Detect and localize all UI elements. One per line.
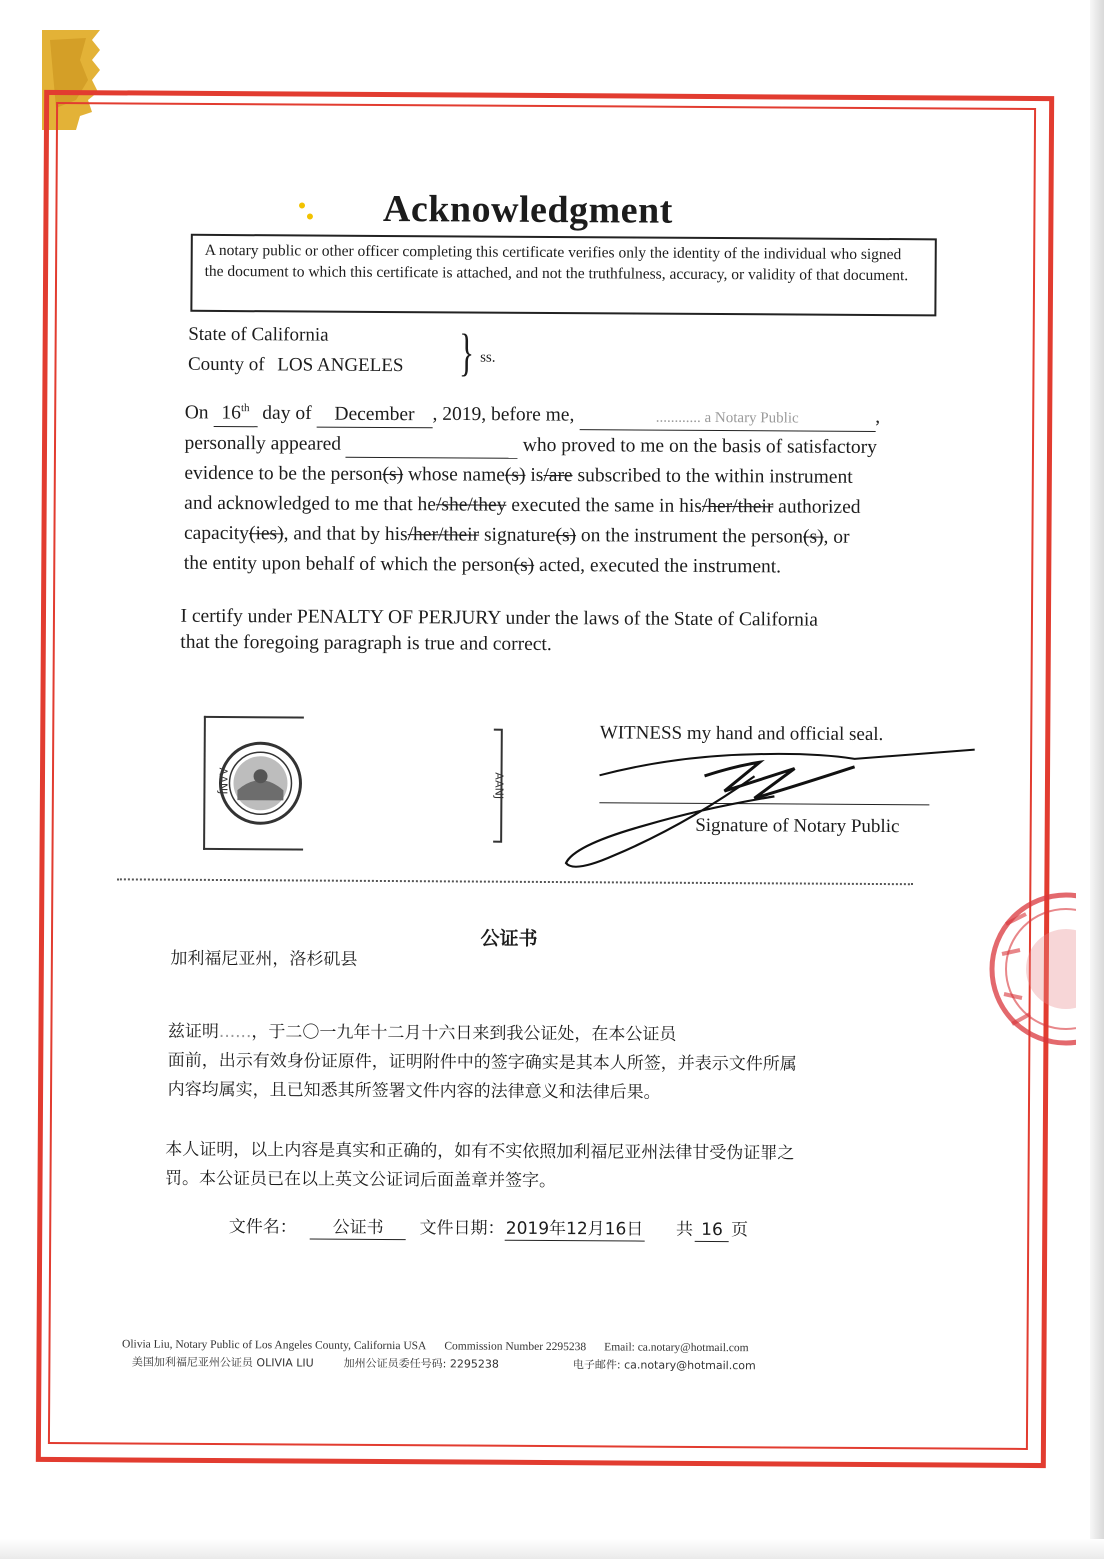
handwritten-signature (554, 735, 1000, 878)
footer-cn-commission: 加州公证员委任号码: 2295238 (343, 1356, 499, 1371)
file-date-value: 2019年12月16日 (505, 1218, 645, 1242)
month-field: December (316, 402, 432, 428)
certify-line-2: that the foregoing paragraph is true and correct. (180, 631, 552, 656)
section-divider (117, 878, 913, 885)
county-line (188, 350, 404, 381)
file-name-label: 文件名： (228, 1217, 297, 1238)
county-value: LOS ANGELES (277, 354, 404, 377)
footer-en-email: Email: ca.notary@hotmail.com (604, 1341, 749, 1355)
redacted-name: ...... (218, 1021, 252, 1043)
day-suffix: th (240, 402, 250, 415)
ack-line-1: On 16th day of December , 2019, before me, ............ a Notary Public , (185, 396, 945, 433)
footer-en-name: Olivia Liu, Notary Public of Los Angeles County, California USA (122, 1338, 427, 1353)
ss-label: ss. (480, 349, 496, 366)
on-label: On (184, 402, 209, 424)
pages-value: 16 (695, 1219, 729, 1242)
cn-p1-line-1: 兹证明......，于二〇一九年十二月十六日来到我公证处，在本公证员 (167, 1021, 677, 1045)
signer-name-field (346, 432, 518, 458)
venue-block (188, 320, 404, 381)
footer-cn-name: 美国加利福尼亚州公证员 OLIVIA LIU (131, 1355, 314, 1370)
red-stamp-icon (986, 884, 1076, 1054)
svg-text:AANJ: AANJ (216, 767, 230, 795)
signature-label: Signature of Notary Public (695, 814, 900, 838)
witness-text: WITNESS my hand and official seal. (599, 722, 884, 746)
notice-box: A notary public or other officer completing this certificate verifies only the identity of the individual who signed the document to which this certificate is attached, and not the truthfulness, accuracy, or validity of that document. (190, 234, 936, 317)
footer (122, 1335, 942, 1376)
acknowledgment-paragraph (184, 396, 945, 583)
brace-icon: } (458, 324, 475, 382)
cn-p1-line-3: 内容均属实，且已知悉其所签署文件内容的法律意义和法律后果。 (167, 1079, 661, 1103)
stamp-edge-text (207, 736, 232, 826)
file-date-label: 文件日期： (419, 1218, 505, 1239)
year-value: , 2019, (432, 403, 487, 426)
county-label: County of (187, 353, 265, 376)
redaction-block (303, 712, 484, 853)
ack-line-2 (184, 428, 944, 463)
day-of-label: day of (262, 402, 312, 425)
day-field (213, 396, 257, 427)
chinese-paragraph-2 (165, 1136, 925, 1199)
personally-appeared-label: personally appeared (184, 432, 342, 455)
file-info-line (229, 1212, 748, 1242)
ack-line-3: evidence to be the person(s) whose name(s) is/are subscribed to the within instrument (184, 462, 853, 488)
sparkle-dot (299, 202, 305, 208)
chinese-title: 公证书 (480, 927, 538, 950)
footer-cn-email: 电子邮件: ca.notary@hotmail.com (572, 1358, 756, 1373)
chinese-paragraph-1 (168, 1018, 929, 1110)
cn-p2-line-2: 罚。本公证员已在以上英文公证词后面盖章并签字。 (165, 1168, 557, 1192)
pages-suffix: 页 (730, 1220, 749, 1241)
cn-p1-line-2: 面前，出示有效身份证原件，证明附件中的签字确实是其本人所签，并表示文件所属 (167, 1050, 797, 1075)
cn-p2-line-1: 本人证明，以上内容是真实和正确的，如有不实依照加利福尼亚州法律甘受伪证罪之 (165, 1139, 795, 1164)
ack-line-5: capacity(ies), and that by his/her/their signature(s) on the instrument the person(s), or (183, 522, 850, 548)
certify-paragraph (180, 604, 940, 661)
state-label: State of California (188, 323, 329, 346)
chinese-location: 加利福尼亚州，洛杉矶县 (170, 948, 358, 970)
notary-name-field: ............ a Notary Public (579, 405, 875, 432)
file-name-value: 公证书 (310, 1217, 406, 1241)
footer-row-cn (122, 1353, 942, 1376)
before-me-label: before me, (490, 404, 575, 426)
stamp-bracket-right (485, 726, 516, 846)
page-title: Acknowledgment (382, 187, 674, 232)
ack-line-6: the entity upon behalf of which the person(s) acted, executed the instrument. (183, 552, 782, 577)
day-value: 16 (221, 402, 241, 424)
ack-line-4: and acknowledged to me that he/she/they executed the same in his/her/their authorized (184, 492, 861, 518)
sparkle-dot (307, 214, 313, 220)
footer-en-commission: Commission Number 2295238 (444, 1340, 587, 1354)
pages-prefix: 共 (675, 1219, 694, 1240)
who-proved-text: who proved to me on the basis of satisfactory (522, 434, 878, 458)
svg-text:AANJ: AANJ (492, 772, 506, 800)
certify-line-1: I certify under PENALTY OF PERJURY under the laws of the State of California (180, 605, 818, 631)
